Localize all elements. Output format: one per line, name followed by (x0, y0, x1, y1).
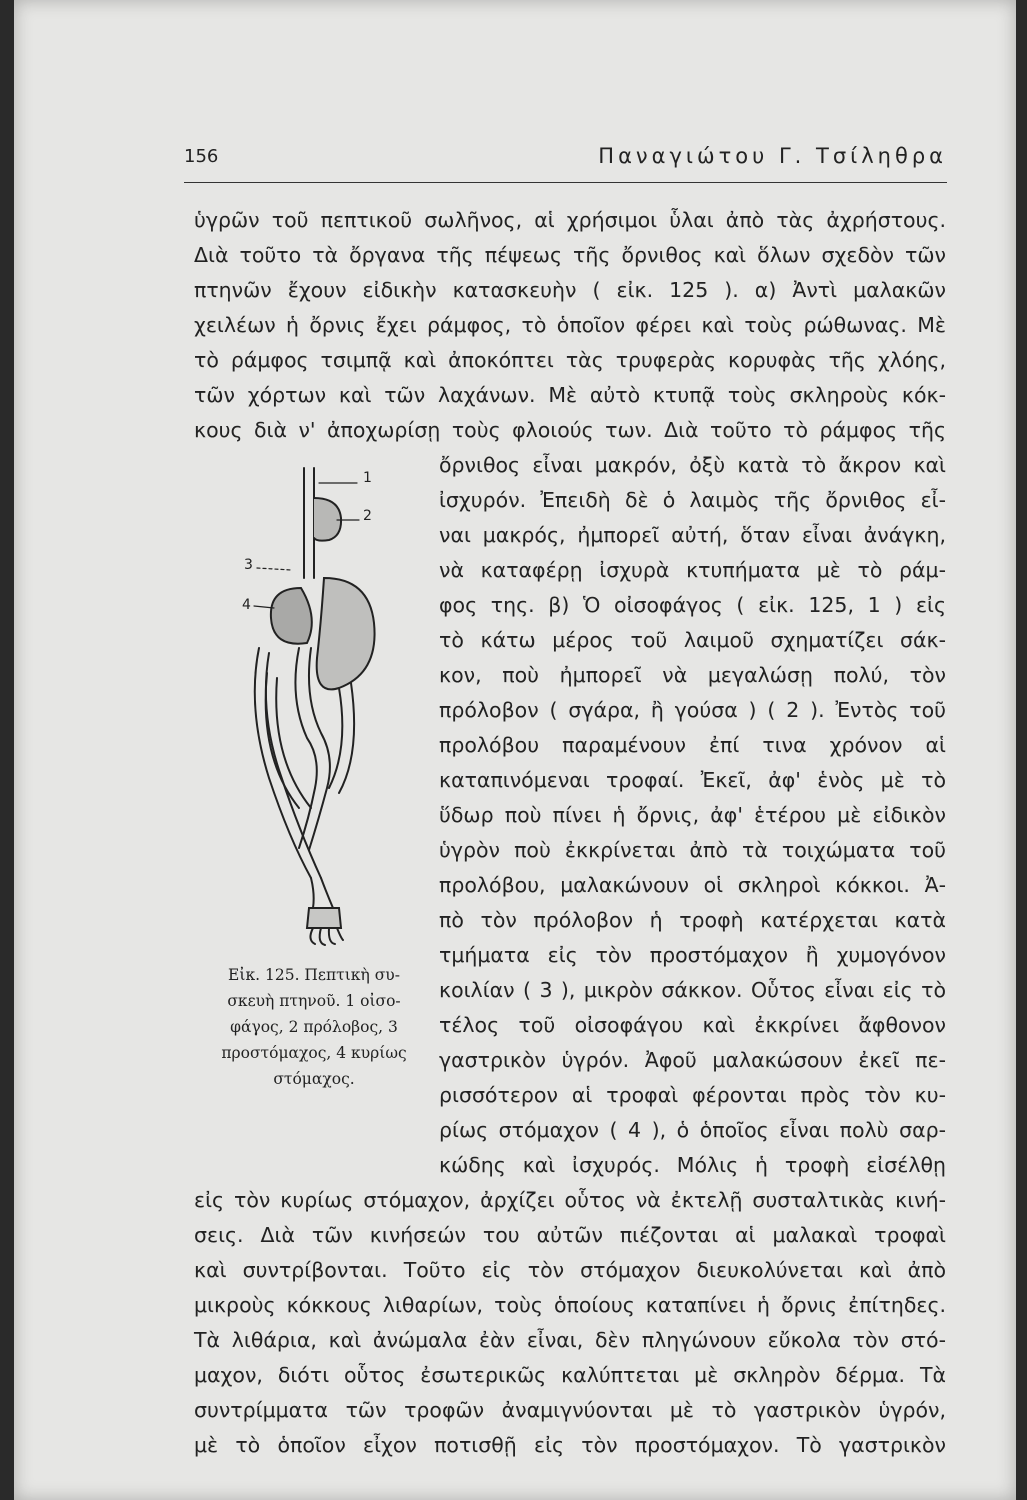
caption-line: προστόμαχος, 4 κυρίως (221, 1044, 407, 1062)
side-line: τέλος τοῦ οἰσοφάγου καὶ ἐκκρίνει ἄφθονον (439, 1013, 946, 1037)
body-line: σεις. Διὰ τῶν κινήσεών του αὐτῶν πιέζονται αἱ μαλακαὶ τροφαὶ (194, 1223, 946, 1247)
side-line: κοιλίαν ( 3 ), μικρὸν σάκκον. Οὗτος εἶναι εἰς τὸ (439, 978, 946, 1002)
body-line: ὑγρῶν τοῦ πεπτικοῦ σωλῆνος, αἱ χρήσιμοι ὗλαι ἀπὸ τὰς ἀχρήστους. (194, 208, 946, 232)
side-line: φος της. β) Ὁ οἰσοφάγος ( εἰκ. 125, 1 ) εἰς (439, 593, 946, 617)
side-line: ναι μακρός, ἠμπορεῖ αὐτή, ὅταν εἶναι ἀνάγκη, (439, 523, 946, 547)
figure-label-3: 3 (244, 557, 253, 573)
side-line: ὄρνιθος εἶναι μακρόν, ὀξὺ κατὰ τὸ ἄκρον καὶ (439, 453, 946, 477)
body-line: κους διὰ ν' ἀποχωρίσῃ τοὺς φλοιούς των. Διὰ τοῦτο τὸ ράμφος τῆς (194, 418, 946, 442)
side-line: πὸ τὸν πρόλοβον ἡ τροφὴ κατέρχεται κατὰ (439, 908, 946, 932)
digestive-system-illustration (229, 458, 399, 958)
body-line: συντρίμματα τῶν τροφῶν ἀναμιγνύονται μὲ τὸ γαστρικὸν ὑγρόν, (194, 1398, 946, 1422)
side-line: κώδης καὶ ἰσχυρός. Μόλις ἡ τροφὴ εἰσέλθῃ (439, 1153, 946, 1177)
side-line: καταπινόμεναι τροφαί. Ἐκεῖ, ἀφ' ἑνὸς μὲ τὸ (439, 768, 946, 792)
side-line: ἰσχυρόν. Ἐπειδὴ δὲ ὁ λαιμὸς τῆς ὄρνιθος εἶ- (439, 488, 946, 512)
body-line: τῶν χόρτων καὶ τῶν λαχάνων. Μὲ αὐτὸ κτυπᾷ τοὺς σκληροὺς κόκ- (194, 383, 946, 407)
figure-label-1: 1 (363, 470, 372, 486)
side-line: προλόβου παραμένουν ἐπί τινα χρόνον αἱ (439, 733, 946, 757)
body-line: Διὰ τοῦτο τὰ ὄργανα τῆς πέψεως τῆς ὄρνιθος καὶ ὅλων σχεδὸν τῶν (194, 243, 946, 267)
side-line: γαστρικὸν ὑγρόν. Ἀφοῦ μαλακώσουν ἐκεῖ πε- (439, 1048, 946, 1072)
caption-line: φάγος, 2 πρόλοβος, 3 (230, 1018, 398, 1036)
side-line: πρόλοβον ( σγάρα, ἢ γούσα ) ( 2 ). Ἐντὸς τοῦ (439, 698, 946, 722)
side-line: τὸ κάτω μέρος τοῦ λαιμοῦ σχηματίζει σάκ- (439, 628, 946, 652)
caption-line: στόμαχος. (273, 1070, 355, 1088)
page-header (184, 146, 947, 183)
side-line: ὕδωρ ποὺ πίνει ἡ ὄρνις, ἀφ' ἑτέρου μὲ εἰδικὸν (439, 803, 946, 827)
side-line: ρίως στόμαχον ( 4 ), ὁ ὁποῖος εἶναι πολὺ σαρ- (439, 1118, 946, 1142)
running-title: Παναγιώτου Γ. Τσίληθρα (598, 144, 947, 168)
side-line: τμήματα εἰς τὸν προστόμαχον ἢ χυμογόνον (439, 943, 946, 967)
body-line: μαχον, διότι οὗτος ἐσωτερικῶς καλύπτεται μὲ σκληρὸν δέρμα. Τὰ (194, 1363, 946, 1387)
caption-line: σκευὴ πτηνοῦ. 1 οἰσο- (227, 992, 401, 1010)
book-page (14, 0, 1016, 1500)
figure-label-4: 4 (242, 597, 251, 613)
side-line: προλόβου, μαλακώνουν οἱ σκληροὶ κόκκοι. Ἀ- (439, 873, 946, 897)
figure-caption (196, 962, 432, 1092)
side-line: κον, ποὺ ἠμπορεῖ νὰ μεγαλώσῃ πολύ, τὸν (439, 663, 946, 687)
body-line: χειλέων ἡ ὄρνις ἔχει ράμφος, τὸ ὁποῖον φέρει καὶ τοὺς ρώθωνας. Μὲ (194, 313, 946, 337)
side-line: ὑγρὸν ποὺ ἐκκρίνεται ἀπὸ τὰ τοιχώματα τοῦ (439, 838, 946, 862)
page-number: 156 (184, 146, 219, 167)
side-line: ρισσότερον αἱ τροφαὶ φέρονται πρὸς τὸν κυ- (439, 1083, 946, 1107)
side-line: νὰ καταφέρῃ ἰσχυρὰ κτυπήματα μὲ τὸ ράμ- (439, 558, 946, 582)
body-line: πτηνῶν ἔχουν εἰδικὴν κατασκευὴν ( εἰκ. 125 ). α) Ἀντὶ μαλακῶν (194, 278, 946, 302)
body-line: μὲ τὸ ὁποῖον εἶχον ποτισθῇ εἰς τὸν προστόμαχον. Τὸ γαστρικὸν (194, 1433, 946, 1457)
body-line: μικροὺς κόκκους λιθαρίων, τοὺς ὁποίους καταπίνει ἡ ὄρνις ἐπίτηδες. (194, 1293, 946, 1317)
figure-label-2: 2 (363, 508, 372, 524)
body-line: Τὰ λιθάρια, καὶ ἀνώμαλα ἐὰν εἶναι, δὲν πληγώνουν εὔκολα τὸν στό- (194, 1328, 946, 1352)
body-line: καὶ συντρίβονται. Τοῦτο εἰς τὸν στόμαχον διευκολύνεται καὶ ἀπὸ (194, 1258, 946, 1282)
body-line: τὸ ράμφος τσιμπᾷ καὶ ἀποκόπτει τὰς τρυφερὰς κορυφὰς τῆς χλόης, (194, 348, 946, 372)
caption-line: Εἰκ. 125. Πεπτικὴ συ- (228, 966, 400, 984)
body-line: εἰς τὸν κυρίως στόμαχον, ἀρχίζει οὗτος νὰ ἐκτελῇ συσταλτικὰς κινή- (194, 1188, 946, 1212)
